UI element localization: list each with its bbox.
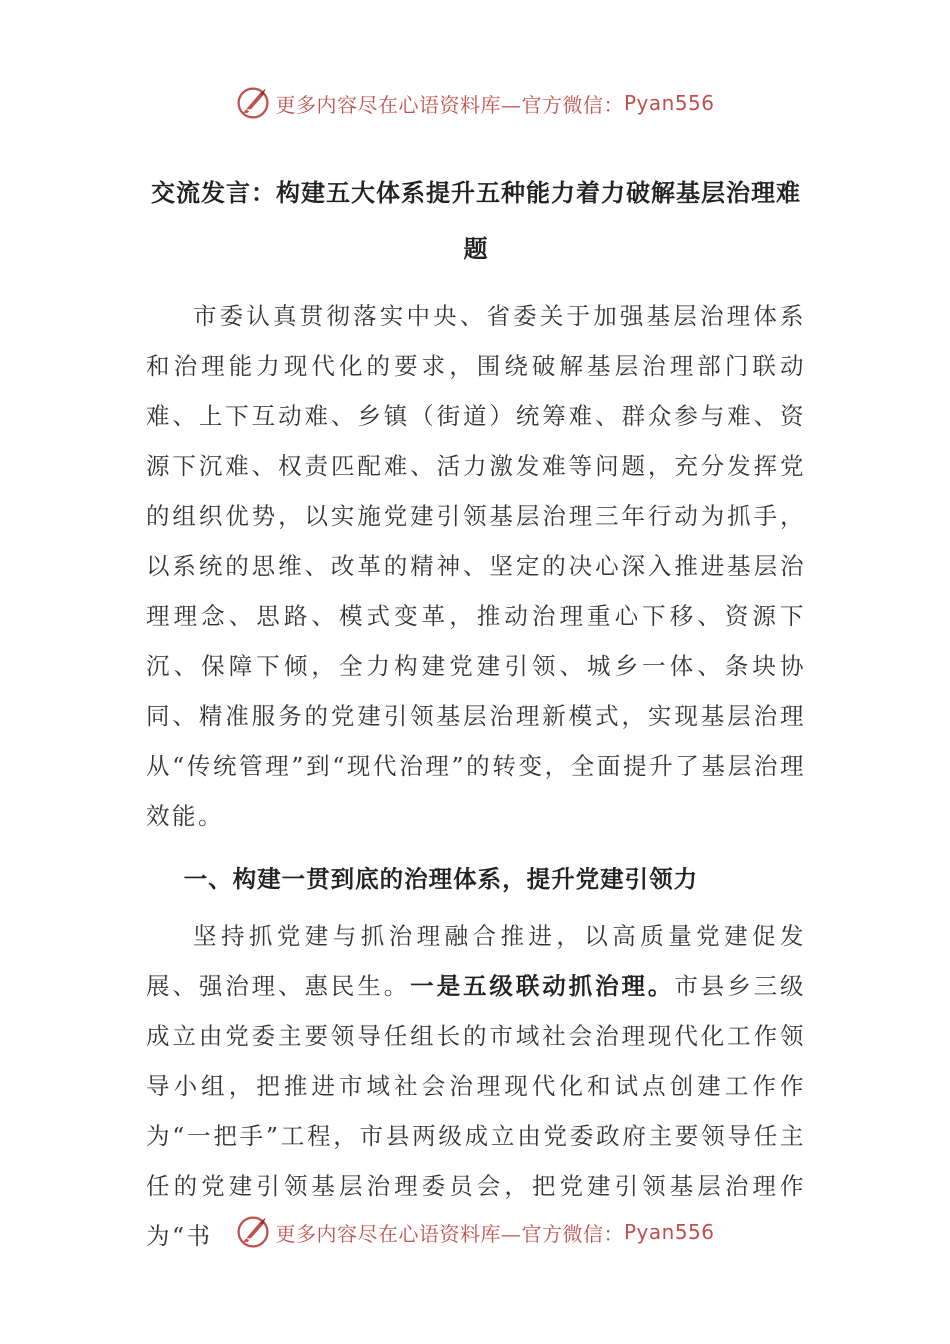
section-1-bold-point: 一是五级联动抓治理。	[410, 972, 675, 1000]
header-watermark	[0, 83, 950, 123]
document-title: 交流发言：构建五大体系提升五种能力着力破解基层治理难题	[151, 179, 801, 263]
quill-logo-icon	[235, 1214, 271, 1250]
footer-watermark	[0, 1212, 950, 1252]
section-1-lead: 坚持抓党建与抓治理融合推进，以高质量党建促发展、强治理、惠民生。	[146, 922, 806, 1000]
watermark-wechat-id: Pyan556	[623, 91, 715, 115]
section-1-rest: 市县乡三级成立由党委主要领导任组长的市域社会治理现代化工作领导小组，把推进市域社会治理现代化和试点创建工作作为“一把手”工程，市县两级成立由党委政府主要领导任主任的党建引领基层治理委员会，把党建引领基层治理作为“书	[146, 972, 807, 1250]
document-body	[146, 165, 806, 1261]
watermark-wechat-id: Pyan556	[623, 1220, 715, 1244]
quill-logo-icon	[235, 85, 271, 121]
intro-paragraph: 市委认真贯彻落实中央、省委关于加强基层治理体系和治理能力现代化的要求，围绕破解基层治理部门联动难、上下互动难、乡镇（街道）统筹难、群众参与难、资源下沉难、权责匹配难、活力激发难等问题，充分发挥党的组织优势，以实施党建引领基层治理三年行动为抓手，以系统的思维、改革的精神、坚定的决心深入推进基层治理理念、思路、模式变革，推动治理重心下移、资源下沉、保障下倾，全力构建党建引领、城乡一体、条块协同、精准服务的党建引领基层治理新模式，实现基层治理从“传统管理”到“现代治理”的转变，全面提升了基层治理效能。	[146, 302, 806, 830]
section-1-paragraph	[146, 911, 806, 1261]
watermark-text: 更多内容尽在心语资料库—官方微信：	[275, 92, 624, 117]
section-heading-1: 一、构建一贯到底的治理体系，提升党建引领力	[183, 865, 699, 893]
watermark-text: 更多内容尽在心语资料库—官方微信：	[275, 1221, 624, 1246]
